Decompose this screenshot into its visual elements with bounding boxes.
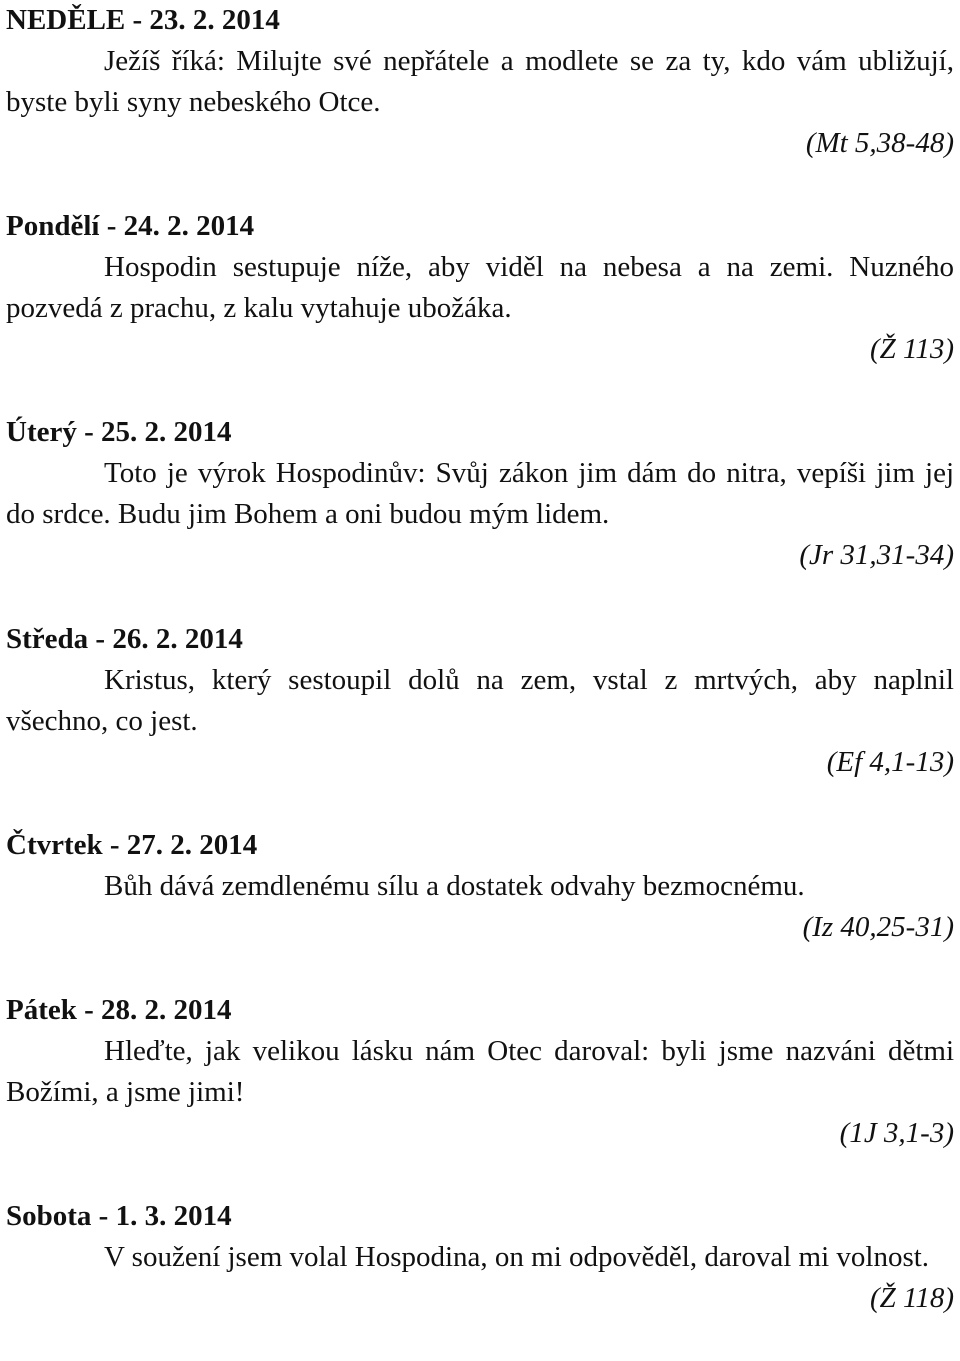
scripture-reference: (1J 3,1-3) — [839, 1117, 954, 1149]
day-heading: Pondělí - 24. 2. 2014 — [6, 210, 255, 242]
day-entry-tuesday — [6, 412, 954, 576]
day-heading: Čtvrtek - 27. 2. 2014 — [6, 829, 258, 861]
day-entry-friday — [6, 990, 954, 1154]
day-heading: Středa - 26. 2. 2014 — [6, 623, 243, 655]
verse-text: Kristus, který sestoupil dolů na zem, vstal z mrtvých, aby naplnil všechno, co jest. — [6, 664, 954, 737]
scripture-reference: (Ef 4,1-13) — [826, 746, 954, 778]
scripture-reference: (Iz 40,25-31) — [802, 911, 954, 943]
verse-text: Ježíš říká: Milujte své nepřátele a modlete se za ty, kdo vám ubližují, byste byli syny nebeského Otce. — [6, 45, 954, 118]
day-entry-wednesday — [6, 619, 954, 783]
day-heading: Sobota - 1. 3. 2014 — [6, 1200, 232, 1232]
day-entry-sunday — [6, 0, 954, 164]
day-heading: Úterý - 25. 2. 2014 — [6, 416, 232, 448]
scripture-reference: (Jr 31,31-34) — [799, 539, 954, 571]
scripture-reference: (Ž 118) — [869, 1282, 954, 1314]
day-entry-thursday — [6, 825, 954, 948]
scripture-reference: (Mt 5,38-48) — [805, 127, 954, 159]
verse-text: Bůh dává zemdlenému sílu a dostatek odvahy bezmocnému. — [104, 870, 805, 902]
day-heading: NEDĚLE - 23. 2. 2014 — [6, 4, 280, 36]
day-heading: Pátek - 28. 2. 2014 — [6, 994, 232, 1026]
scripture-reference: (Ž 113) — [869, 333, 954, 365]
verse-text: V soužení jsem volal Hospodina, on mi odpověděl, daroval mi volnost. — [104, 1241, 930, 1273]
day-entry-monday — [6, 206, 954, 370]
verse-text: Toto je výrok Hospodinův: Svůj zákon jim dám do nitra, vepíši jim jej do srdce. Budu jim Bohem a oni budou mým lidem. — [6, 457, 954, 530]
verse-text: Hospodin sestupuje níže, aby viděl na nebesa a na zemi. Nuzného pozvedá z prachu, z kalu vytahuje ubožáka. — [6, 251, 954, 324]
day-entry-saturday — [6, 1196, 954, 1319]
verse-text: Hleďte, jak velikou lásku nám Otec daroval: byli jsme nazváni dětmi Božími, a jsme jimi! — [6, 1035, 954, 1108]
